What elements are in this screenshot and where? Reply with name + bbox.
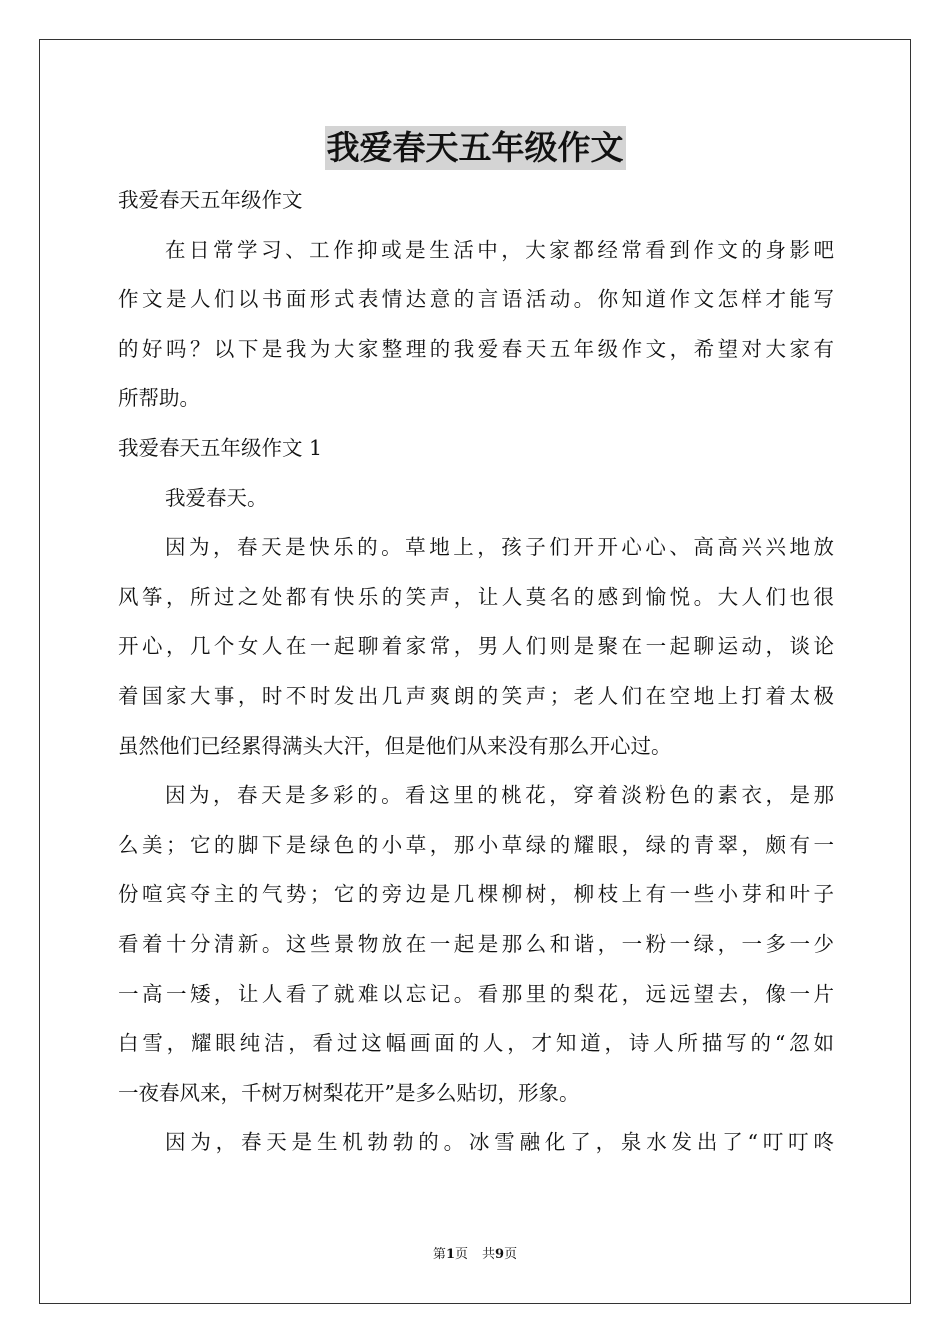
document-title: 我爱春天五年级作文 <box>325 126 626 170</box>
text-line: 我爱春天五年级作文 <box>118 188 303 212</box>
page-prefix: 第 <box>432 1247 446 1262</box>
text-line: 开心，几个女人在一起聊着家常，男人们则是聚在一起聊运动，谈论 <box>118 634 834 659</box>
page-footer <box>0 1245 950 1265</box>
text-line: 看着十分清新。这些景物放在一起是那么和谐，一粉一绿，一多一少 <box>118 931 834 956</box>
text-line: 所帮助。 <box>118 386 200 411</box>
text-line: 白雪，耀眼纯洁，看过这幅画面的人，才知道，诗人所描写的“忽如 <box>118 1031 834 1056</box>
text-line: 一夜春风来，千树万树梨花开”是多么贴切，形象。 <box>118 1080 580 1105</box>
text-line: 风筝，所过之处都有快乐的笑声，让人莫名的感到愉悦。大人们也很 <box>118 584 834 609</box>
total-prefix: 共 <box>482 1247 496 1262</box>
text-line: 在日常学习、工作抑或是生活中，大家都经常看到作文的身影吧 <box>165 237 834 262</box>
text-line: 着国家大事，时不时发出几声爽朗的笑声；老人们在空地上打着太极 <box>118 683 834 708</box>
current-page-number: 1 <box>445 1247 455 1262</box>
text-line: 的好吗？以下是我为大家整理的我爱春天五年级作文，希望对大家有 <box>118 336 834 361</box>
text-line: 作文是人们以书面形式表情达意的言语活动。你知道作文怎样才能写 <box>118 287 834 312</box>
text-line: 因为，春天是快乐的。草地上，孩子们开开心心、高高兴兴地放 <box>165 535 834 560</box>
total-suffix: 页 <box>504 1247 518 1262</box>
text-line: 一高一矮，让人看了就难以忘记。看那里的梨花，远远望去，像一片 <box>118 981 834 1006</box>
page-suffix: 页 <box>454 1247 468 1262</box>
title-container <box>0 126 950 170</box>
text-line: 我爱春天。 <box>165 485 268 510</box>
text-line: 我爱春天五年级作文 1 <box>118 435 323 460</box>
text-line: 因为，春天是多彩的。看这里的桃花，穿着淡粉色的素衣，是那 <box>165 783 834 808</box>
total-pages-number: 9 <box>495 1247 505 1262</box>
text-line: 么美；它的脚下是绿色的小草，那小草绿的耀眼，绿的青翠，颇有一 <box>118 832 834 857</box>
text-line: 份喧宾夺主的气势；它的旁边是几棵柳树，柳枝上有一些小芽和叶子 <box>118 882 834 907</box>
text-line: 因为，春天是生机勃勃的。冰雪融化了，泉水发出了“叮叮咚 <box>165 1130 834 1155</box>
document-body <box>118 176 834 1168</box>
text-line: 虽然他们已经累得满头大汗，但是他们从来没有那么开心过。 <box>118 733 672 758</box>
